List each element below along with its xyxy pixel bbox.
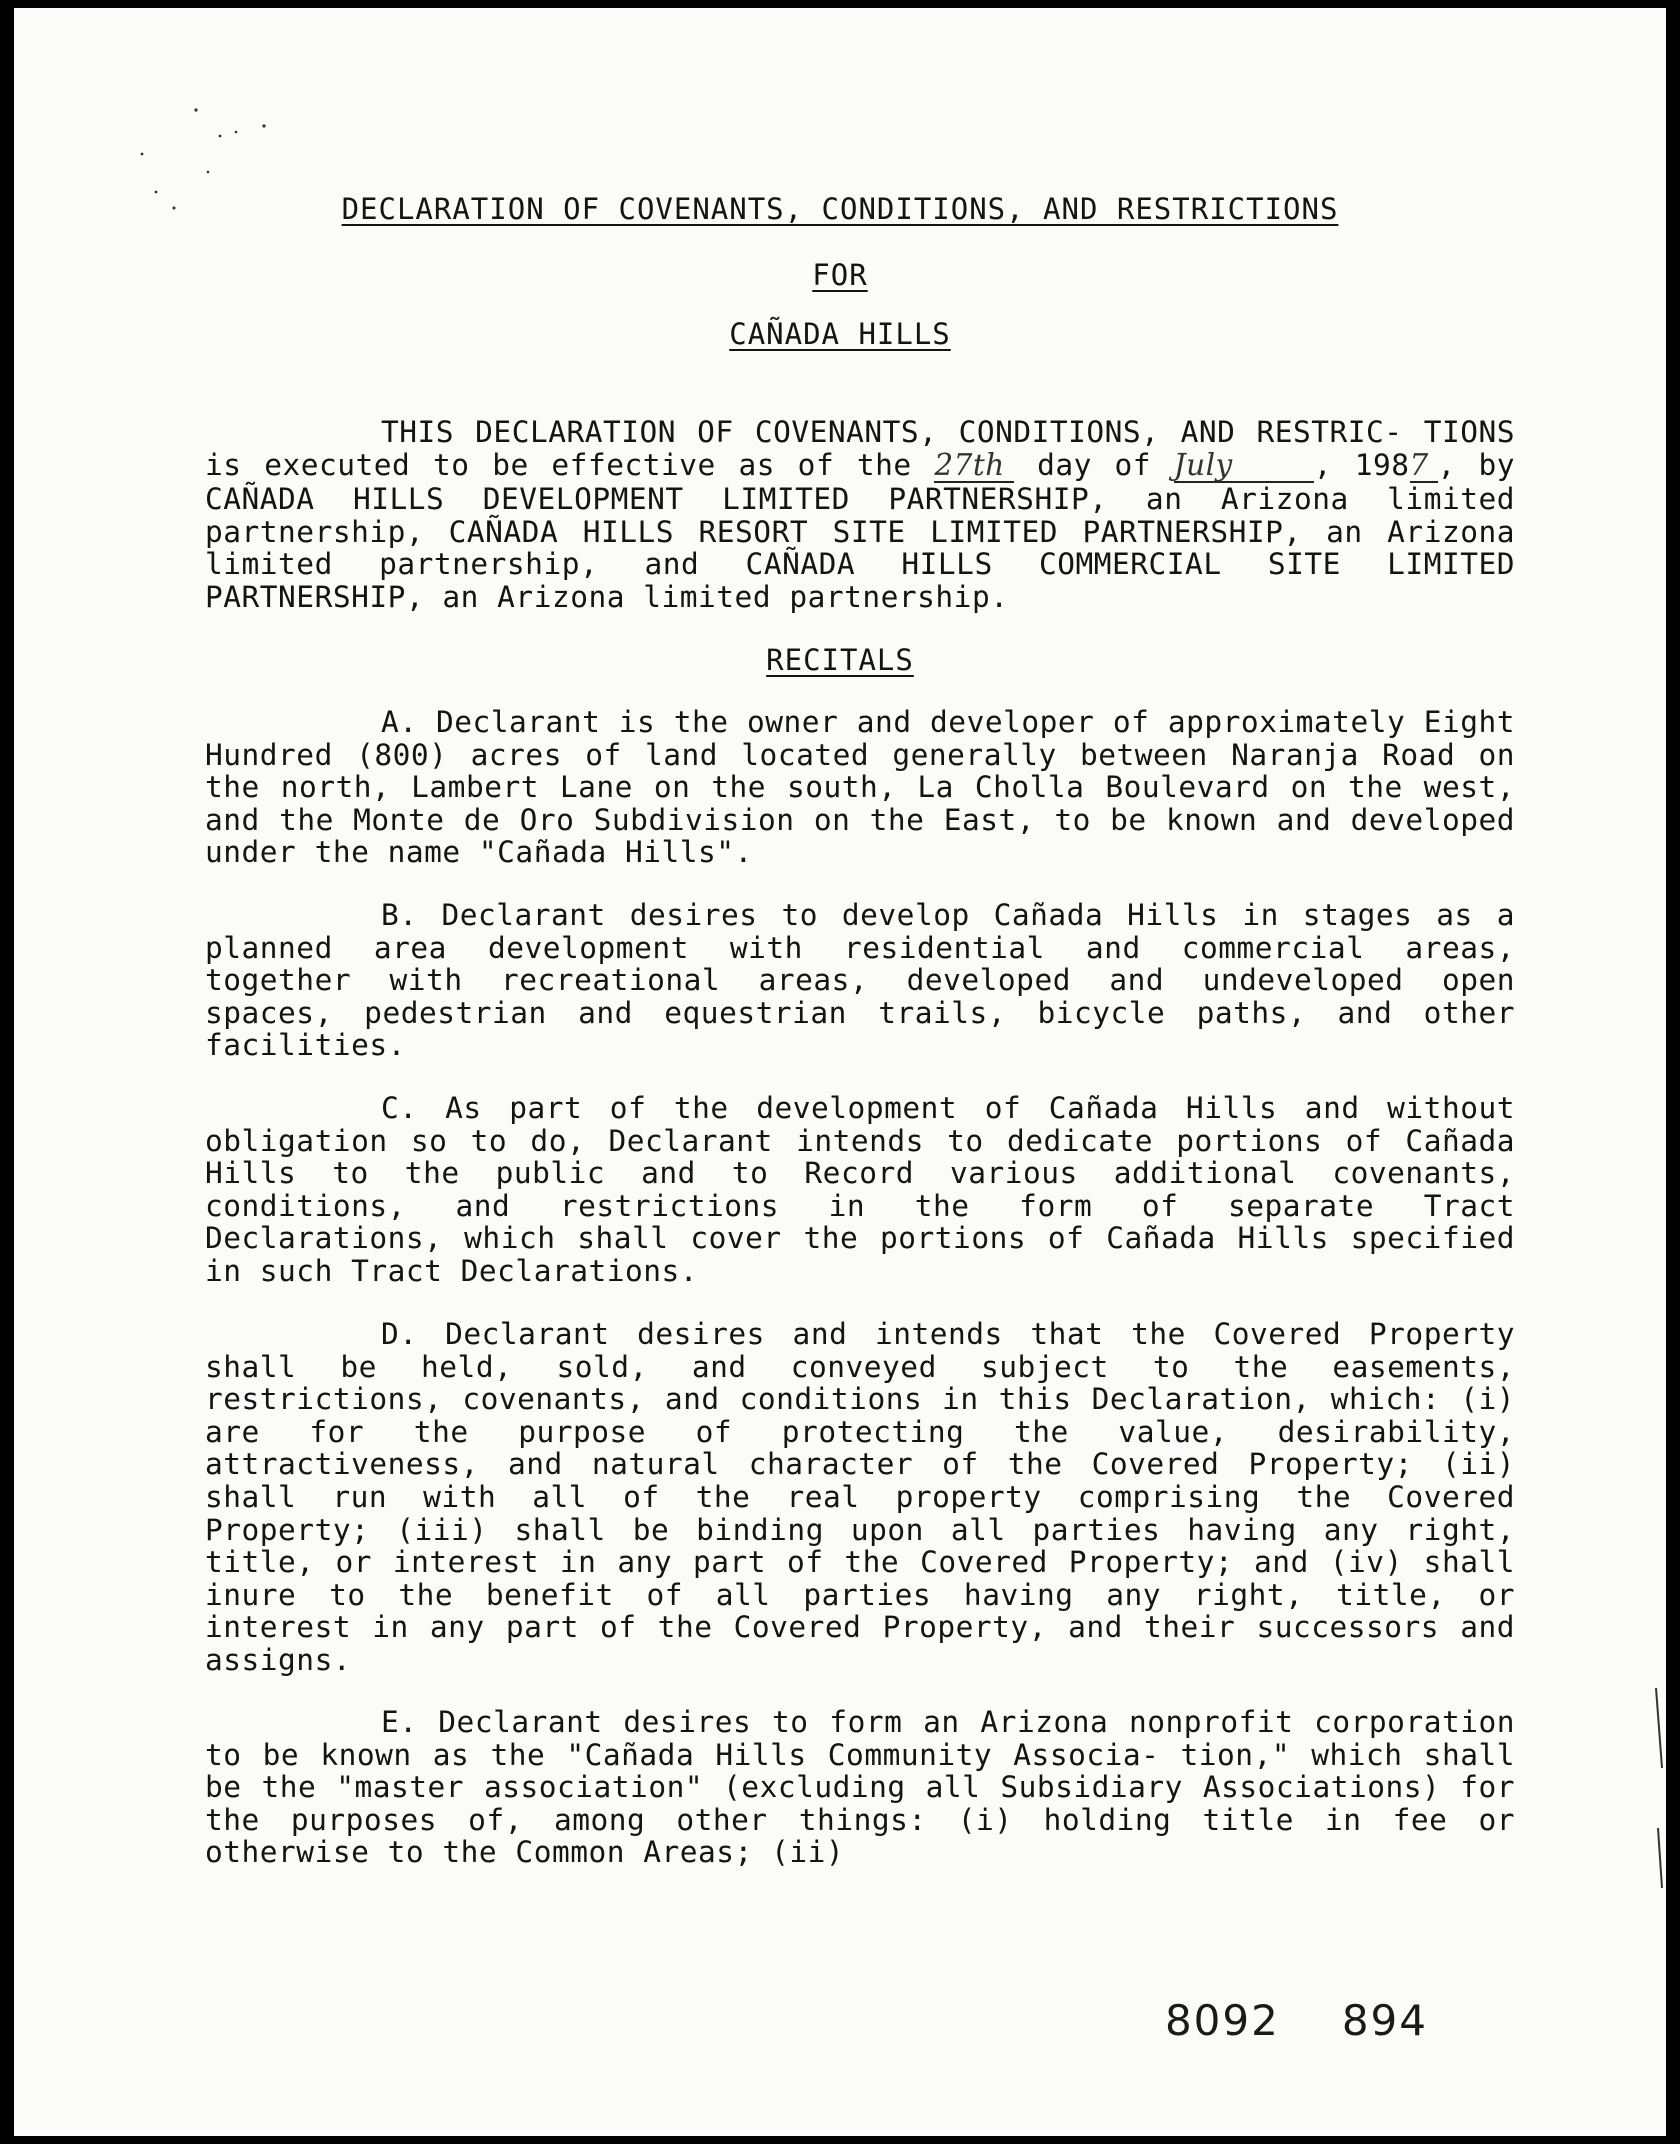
handwritten-year-digit: 7 [1410,449,1438,484]
intro-paragraph: THIS DECLARATION OF COVENANTS, CONDITIONS, AND RESTRIC- TIONS is executed to be effective as of the 27th day of July , 1987 , by CAÑADA HILLS DEVELOPMENT LIMITED PARTNERSHIP, an Arizona limited partnership, CAÑADA HILLS RESORT SITE LIMITED PARTNERSHIP, an Arizona limited partnership, and CAÑADA HILLS COMMERCIAL SITE LIMITED PARTNERSHIP, an Arizona limited partnership. [205,415,1515,614]
recital-c: C. As part of the development of Cañada Hills and without obligation so to do, Declarant intends to dedicate portions of Cañada Hills to the public and to Record various additional covenants, conditions, and restrictions in the form of separate Tract Declarations, which shall cover the portions of Cañada Hills specified in such Tract Declarations. [205,1091,1515,1288]
document-page [14,8,1666,2136]
recital-b: B. Declarant desires to develop Cañada Hills in stages as a planned area development with residential and commercial areas, together with recreational areas, developed and undeveloped open spaces, pedestrian and equestrian trails, bicycle paths, and other facilities. [205,898,1515,1063]
handwritten-month: July [1174,449,1314,484]
footer-number-right: 894 [1341,1996,1428,2045]
title-for: FOR [812,258,868,292]
handwritten-day: 27th [934,449,1014,484]
footer-number-left: 8092 [1164,1996,1280,2045]
recital-e: E. Declarant desires to form an Arizona nonprofit corporation to be known as the "Cañada Hills Community Associa- tion," which shall be the "master association" (excluding all Subsidiary Associations) for the purposes of, among other things: (i) holding title in fee or otherwise to the Common Areas; (ii) [205,1705,1515,1870]
title-subject: CAÑADA HILLS [729,317,951,351]
document-title: DECLARATION OF COVENANTS, CONDITIONS, AND RESTRICTIONS [341,192,1339,226]
page-footer-numbers [1165,1996,1428,2045]
recitals-heading: RECITALS [766,643,914,677]
recital-a: A. Declarant is the owner and developer of approximately Eight Hundred (800) acres of land located generally between Naranja Road on the north, Lambert Lane on the south, La Cholla Boulevard on the west, and the Monte de Oro Subdivision on the East, to be known and developed under the name "Cañada Hills". [205,705,1515,870]
recital-d: D. Declarant desires and intends that the Covered Property shall be held, sold, and conveyed subject to the easements, restrictions, covenants, and conditions in this Declaration, which: (i) are for the purpose of protecting the value, desirability, attractiveness, and natural character of the Covered Property; (ii) shall run with all of the real property comprising the Covered Property; (iii) shall be binding upon all parties having any right, title, or interest in any part of the Covered Property; and (iv) shall inure to the benefit of all parties having any right, title, or interest in any part of the Covered Property, and their successors and assigns. [205,1317,1515,1677]
